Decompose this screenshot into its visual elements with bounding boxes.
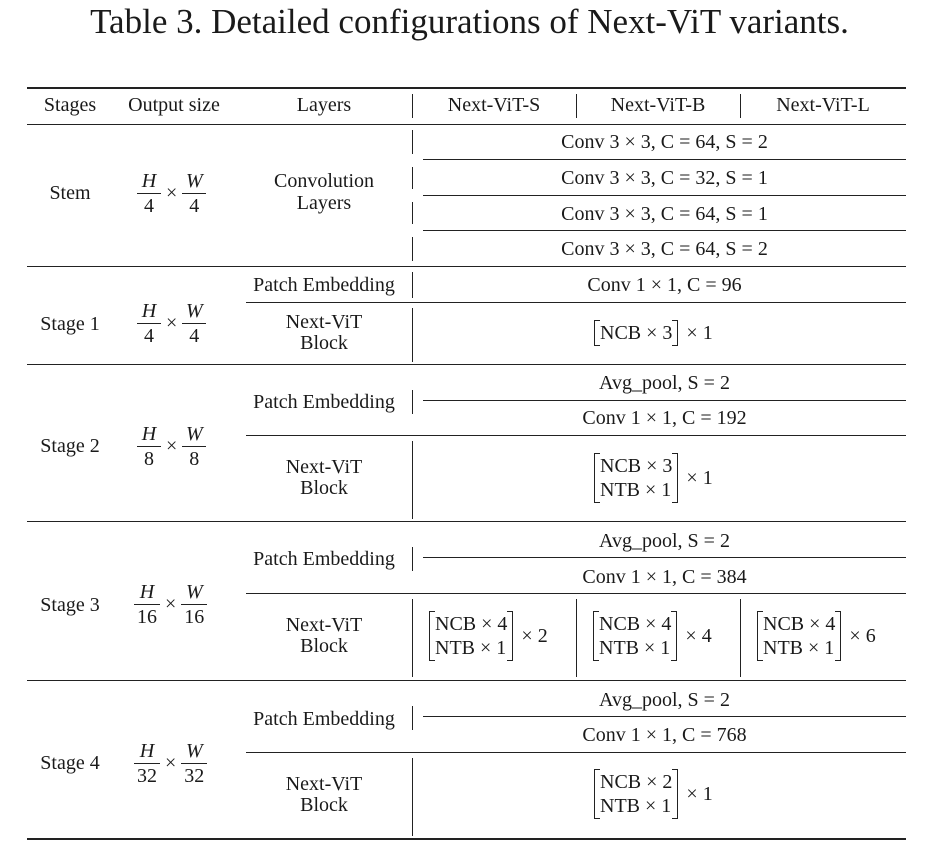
output-w-div: 4: [182, 193, 206, 218]
matrix-bracket: [594, 320, 678, 346]
ncb-count: 4: [497, 613, 508, 635]
times-sign: ×: [166, 312, 178, 334]
repeat-count: 6: [865, 624, 876, 647]
matrix-row-ncb: [435, 612, 507, 636]
ntb-label: NTB: [763, 637, 803, 659]
matrix-row-ncb: [763, 612, 835, 636]
output-size-stage4: [134, 739, 207, 788]
times-sign: ×: [646, 455, 658, 477]
times-sign: ×: [685, 624, 697, 647]
ntb-count: 1: [660, 637, 671, 659]
times-sign: ×: [165, 752, 177, 774]
stage3-block-config-s: [429, 611, 548, 661]
stage-name-1: Stage 1: [40, 313, 100, 335]
header-output-size: Output size: [128, 94, 220, 116]
repeat-count: 1: [702, 466, 713, 489]
layer-patch-embedding: Patch Embedding: [253, 391, 395, 413]
ntb-count: 1: [661, 795, 672, 817]
stage2-vrule-1: [412, 390, 413, 414]
matrix-bracket: [429, 611, 513, 661]
times-sign: ×: [165, 593, 177, 615]
output-size-stage2: [137, 422, 206, 471]
stage3-pool-rule: [423, 557, 906, 558]
stage3-block-config-b: [593, 611, 712, 661]
stage3-pool: Avg_pool, S = 2: [599, 530, 730, 552]
stem-vrule-1: [412, 130, 413, 154]
header-stages: Stages: [43, 94, 97, 116]
ntb-label: NTB: [600, 479, 640, 501]
output-w-div: 8: [182, 446, 206, 471]
stage1-vrule-1: [412, 272, 413, 298]
repeat-count: 2: [537, 624, 548, 647]
ncb-label: NCB: [763, 613, 805, 635]
stem-rule-1: [423, 159, 906, 160]
stage4-conv: Conv 1 × 1, C = 768: [582, 724, 747, 746]
stage1-block-config: [594, 320, 713, 346]
stage4-vrule-1: [412, 706, 413, 730]
stage3-vrule-s-b: [576, 599, 577, 677]
times-sign: ×: [686, 782, 698, 805]
output-w: W: [185, 300, 203, 322]
output-h: H: [139, 581, 155, 603]
stage-name-3: Stage 3: [40, 594, 100, 616]
times-sign: ×: [646, 322, 658, 344]
output-w: W: [185, 740, 203, 762]
stage-name-stem: Stem: [49, 182, 91, 204]
layer-convolution: Convolution: [273, 170, 374, 192]
output-h-div: 32: [134, 763, 160, 788]
top-rule: [27, 87, 906, 89]
matrix-row-ncb: [599, 612, 671, 636]
times-sign: ×: [686, 466, 698, 489]
matrix-row-ncb: [600, 454, 672, 478]
layer-layers: Layers: [296, 192, 352, 214]
stage3-vrule-2: [412, 599, 413, 677]
layer-block-line1: Next-ViT: [285, 773, 363, 795]
output-h: H: [139, 740, 155, 762]
times-sign: ×: [480, 637, 492, 659]
ntb-label: NTB: [599, 637, 639, 659]
times-sign: ×: [521, 624, 533, 647]
times-sign: ×: [645, 613, 657, 635]
times-sign: ×: [645, 479, 657, 501]
output-h: H: [141, 300, 157, 322]
layer-patch-embedding: Patch Embedding: [253, 274, 395, 296]
ntb-label: NTB: [600, 795, 640, 817]
stage2-inner-rule: [246, 435, 906, 436]
ncb-count: 4: [661, 613, 672, 635]
stage3-block-config-l: [757, 611, 876, 661]
times-sign: ×: [646, 771, 658, 793]
layer-block-line2: Block: [300, 794, 348, 816]
layer-block-line2: Block: [300, 332, 348, 354]
output-h-div: 16: [134, 604, 160, 629]
stage4-block-config: [594, 769, 713, 819]
layer-block-line2: Block: [300, 635, 348, 657]
repeat-count: 1: [702, 321, 713, 344]
ncb-count: 2: [662, 771, 673, 793]
output-w-div: 32: [181, 763, 207, 788]
stem-vrule-4: [412, 237, 413, 261]
layer-patch-embedding: Patch Embedding: [253, 708, 395, 730]
stage-name-4: Stage 4: [40, 752, 100, 774]
stage2-bottom-rule: [27, 521, 906, 522]
matrix-row-ntb: [600, 478, 672, 502]
stage3-vrule-b-l: [740, 599, 741, 677]
times-sign: ×: [166, 435, 178, 457]
header-layers: Layers: [296, 94, 352, 116]
ntb-count: 1: [496, 637, 507, 659]
stage1-vrule-2: [412, 308, 413, 362]
output-w-div: 4: [182, 323, 206, 348]
output-h-div: 8: [137, 446, 161, 471]
stage2-block-config: [594, 453, 713, 503]
times-sign: ×: [481, 613, 493, 635]
times-sign: ×: [645, 795, 657, 817]
header-next-vit-b: Next-ViT-B: [610, 94, 706, 116]
ncb-label: NCB: [600, 771, 642, 793]
output-h-div: 4: [137, 193, 161, 218]
matrix-bracket: [594, 453, 678, 503]
ncb-label: NCB: [600, 322, 642, 344]
times-sign: ×: [644, 637, 656, 659]
matrix-row-ntb: [435, 636, 507, 660]
repeat-count: 4: [701, 624, 712, 647]
stage3-bottom-rule: [27, 680, 906, 681]
table-caption: Table 3. Detailed configurations of Next-ViT variants.: [90, 2, 849, 41]
ntb-count: 1: [661, 479, 672, 501]
times-sign: ×: [166, 182, 178, 204]
ncb-label: NCB: [599, 613, 641, 635]
header-next-vit-s: Next-ViT-S: [447, 94, 541, 116]
output-w: W: [185, 581, 203, 603]
ntb-label: NTB: [435, 637, 475, 659]
matrix-bracket: [594, 769, 678, 819]
stage-name-2: Stage 2: [40, 435, 100, 457]
output-w-div: 16: [181, 604, 207, 629]
output-h: H: [141, 423, 157, 445]
output-h: H: [141, 170, 157, 192]
ncb-count: 3: [662, 455, 673, 477]
stage4-inner-rule: [246, 752, 906, 753]
stage4-pool-rule: [423, 716, 906, 717]
matrix-bracket: [593, 611, 677, 661]
stem-conv-4: Conv 3 × 3, C = 64, S = 2: [561, 238, 768, 260]
matrix-row-ntb: [599, 636, 671, 660]
stem-vrule-2: [412, 167, 413, 189]
output-size-stage3: [134, 580, 207, 629]
stage3-conv: Conv 1 × 1, C = 384: [582, 566, 747, 588]
matrix-row-ntb: [763, 636, 835, 660]
stage2-pool-rule: [423, 400, 906, 401]
stem-conv-2: Conv 3 × 3, C = 32, S = 1: [561, 167, 768, 189]
stage2-pool: Avg_pool, S = 2: [599, 372, 730, 394]
layer-block-line1: Next-ViT: [285, 614, 363, 636]
matrix-row-ntb: [600, 794, 672, 818]
times-sign: ×: [808, 637, 820, 659]
output-w: W: [185, 423, 203, 445]
stem-conv-3: Conv 3 × 3, C = 64, S = 1: [561, 203, 768, 225]
stage1-inner-rule: [246, 302, 906, 303]
bottom-rule: [27, 838, 906, 840]
output-w: W: [185, 170, 203, 192]
stage2-conv: Conv 1 × 1, C = 192: [582, 407, 747, 429]
layer-patch-embedding: Patch Embedding: [253, 548, 395, 570]
stem-conv-1: Conv 3 × 3, C = 64, S = 2: [561, 131, 768, 153]
layer-block-line2: Block: [300, 477, 348, 499]
header-next-vit-l: Next-ViT-L: [776, 94, 870, 116]
matrix-row-ncb: [600, 770, 672, 794]
ncb-label: NCB: [600, 455, 642, 477]
matrix-bracket: [757, 611, 841, 661]
stage4-pool: Avg_pool, S = 2: [599, 689, 730, 711]
times-sign: ×: [809, 613, 821, 635]
stage3-vrule-1: [412, 547, 413, 571]
stage3-inner-rule: [246, 593, 906, 594]
stage4-vrule-2: [412, 758, 413, 836]
stage1-bottom-rule: [27, 364, 906, 365]
times-sign: ×: [849, 624, 861, 647]
output-size-stem: [137, 169, 206, 218]
ncb-count: 4: [825, 613, 836, 635]
times-sign: ×: [686, 321, 698, 344]
stem-rule-2: [423, 195, 906, 196]
stem-rule-3: [423, 230, 906, 231]
ncb-label: NCB: [435, 613, 477, 635]
stem-vrule-3: [412, 202, 413, 224]
stage1-conv: Conv 1 × 1, C = 96: [587, 274, 742, 296]
stem-bottom-rule: [27, 266, 906, 267]
output-h-div: 4: [137, 323, 161, 348]
ncb-count: 3: [662, 322, 673, 344]
layer-block-line1: Next-ViT: [285, 456, 363, 478]
layer-block-line1: Next-ViT: [285, 311, 363, 333]
header-rule: [27, 124, 906, 125]
repeat-count: 1: [702, 782, 713, 805]
output-size-stage1: [137, 299, 206, 348]
ntb-count: 1: [824, 637, 835, 659]
stage2-vrule-2: [412, 441, 413, 519]
